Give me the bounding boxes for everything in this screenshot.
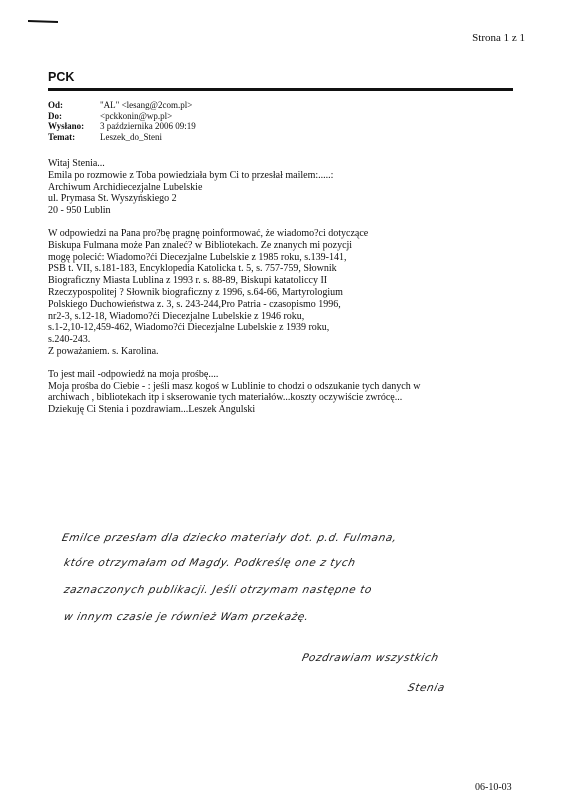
body-line: W odpowiedzi na Pana pro?bę pragnę poinformować, że wiadomo?ci dotyczące xyxy=(48,227,369,239)
body-line: Archiwum Archidiecezjalne Lubelskie xyxy=(48,181,203,193)
body-line: Biograficzny Miasta Lublina z 1993 r. s. 88-89, Biskupi katatoliccy II xyxy=(48,275,328,287)
body-line: Dziekuję Ci Stenia i pozdrawiam...Leszek Angulski xyxy=(48,404,256,416)
body-line: archiwach , bibliotekach itp i skserowanie tych materiałów...koszty oczywiście zwrócę... xyxy=(48,392,403,404)
handwritten-line-3: zaznaczonych publikacji. Jeśli otrzymam następne to xyxy=(62,584,374,596)
paragraph-gap xyxy=(48,358,518,369)
header-value: "AL" <lesang@2com.pl> xyxy=(100,100,193,110)
body-line: 20 - 950 Lublin xyxy=(48,205,111,217)
header-key: Od: xyxy=(48,100,64,110)
header-value: Leszek_do_Steni xyxy=(100,131,162,142)
body-line: Moja prośba do Ciebie - : jeśli masz kogoś w Lublinie to chodzi o odszukanie tych danych w xyxy=(48,380,421,392)
page-number: Strona 1 z 1 xyxy=(472,32,525,44)
body-line: Emila po rozmowie z Toba powiedziała bym Ci to przesłał mailem:.....: xyxy=(48,169,334,181)
date-stamp: 06-10-03 xyxy=(475,782,512,793)
header-rule xyxy=(48,88,513,91)
scan-mark xyxy=(28,18,58,24)
header-key: Temat: xyxy=(48,131,76,142)
header-value: <pckkonin@wp.pl> xyxy=(100,110,173,121)
header-key: Wysłano: xyxy=(48,121,85,131)
email-headers xyxy=(48,100,196,142)
header-row-subject xyxy=(48,132,196,143)
body-line: Z poważaniem. s. Karolina. xyxy=(48,345,159,357)
handwritten-line-1: Emilce przesłam dla dziecko materiały dot. p.d. Fulmana, xyxy=(60,532,399,544)
body-line: To jest mail -odpowiedź na moja prośbę.... xyxy=(48,368,219,380)
header-row-from xyxy=(48,100,196,111)
header-value: 3 października 2006 09:19 xyxy=(100,121,196,131)
handwritten-line-2: które otrzymałam od Magdy. Podkreślę one z tych xyxy=(62,557,357,569)
body-line: mogę polecić: Wiadomo?ći Diecezjalne Lubelskie z 1985 roku, s.139-141, xyxy=(48,251,347,263)
body-line: nr2-3, s.12-18, Wiadomo?ći Diecezjalne Lubelskie z 1946 roku, xyxy=(48,310,305,322)
email-body xyxy=(48,158,518,416)
header-row-to xyxy=(48,111,196,122)
body-line: Polskiego Duchowieństwa z. 3, s. 243-244,Pro Patria - czasopismo 1996, xyxy=(48,298,341,310)
body-line: Biskupa Fulmana może Pan znaleć? w Bibliotekach. Ze znanych mi pozycji xyxy=(48,239,353,251)
handwritten-signature: Stenia xyxy=(406,682,447,694)
handwritten-closing: Pozdrawiam wszystkich xyxy=(300,652,440,664)
sender-block: PCK xyxy=(48,70,75,84)
body-line: ul. Prymasa St. Wyszyńskiego 2 xyxy=(48,193,177,205)
paragraph-gap xyxy=(48,217,518,228)
header-key: Do: xyxy=(48,110,62,121)
body-line: Rzeczypospolitej ? Słownik biograficzny z 1996, s.64-66, Martyrologium xyxy=(48,286,343,298)
body-line: s.240-243. xyxy=(48,334,91,346)
body-line: PSB t. VII, s.181-183, Encyklopedia Katolicka t. 5, s. 757-759, Słownik xyxy=(48,263,337,275)
header-row-sent xyxy=(48,121,196,132)
body-line: Witaj Stenia... xyxy=(48,158,105,169)
handwritten-line-4: w innym czasie je również Wam przekażę. xyxy=(62,611,311,623)
body-line: s.1-2,10-12,459-462, Wiadomo?ći Diecezjalne Lubelskie z 1939 roku, xyxy=(48,322,330,334)
